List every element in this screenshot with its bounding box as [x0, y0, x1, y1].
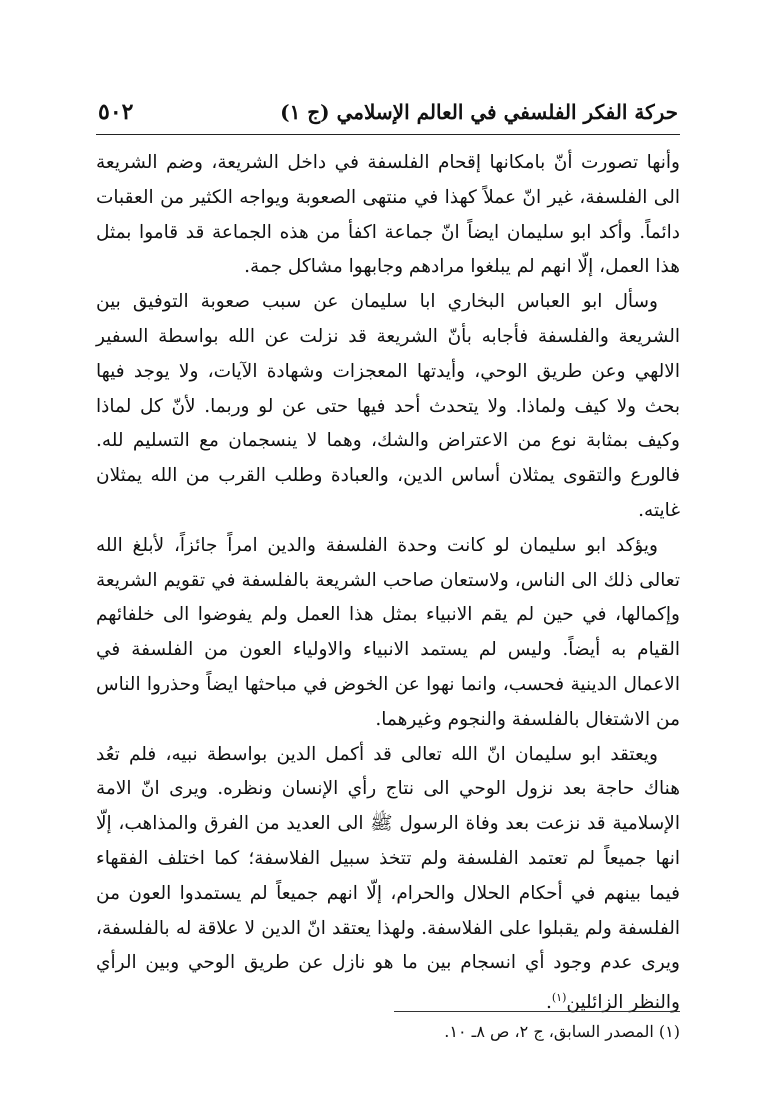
page-number: ٥٠٢	[98, 99, 134, 125]
footnote-reference[interactable]: (١)	[551, 991, 567, 1005]
footnote: (١) المصدر السابق، ج ٢، ص ٨ـ ١٠.	[444, 1022, 680, 1041]
paragraph-2: وسأل ابو العباس البخاري ابا سليمان عن سبب صعوبة التوفيق بين الشريعة والفلسفة فأجابه بأنّ الشريعة قد نزلت عن الله بواسطة السفير الالهي وعن طريق الوحي، وأيدتها المعجزات وشهادة الآيات، ولا يوجد فيها بحث ولا كيف ولماذا. ولا يتحدث أحد فيها حتى عن لو وربما. لأنّ كل لماذا وكيف بمثابة نوع من الاعتراض والشك، وهما لا ينسجمان مع التسليم لله. فالورع والتقوى يمثلان أساس الدين، والعبادة وطلب القرب من الله يمثلان غايته.	[96, 291, 680, 521]
header-rule	[96, 134, 680, 135]
footnote-separator	[394, 1011, 680, 1012]
paragraph-3: ويؤكد ابو سليمان لو كانت وحدة الفلسفة والدين امراً جائزاً، لأبلغ الله تعالى ذلك الى الناس، ولاستعان صاحب الشريعة بالفلسفة في تقويم الشريعة وإكمالها، في حين لم يقم الانبياء بمثل هذا العمل ولم يفوضوا الى خلفائهم القيام به أيضاً. وليس لم يستمد الانبياء والاولياء العون من الفلسفة في الاعمال الدينية فحسب، وانما نهوا عن الخوض في مباحثها ايضاً وحذروا الناس من الاشتغال بالفلسفة والنجوم وغيرهما.	[96, 534, 680, 730]
paragraph-4-text: ويعتقد ابو سليمان انّ الله تعالى قد أكمل الدين بواسطة نبيه، فلم تعُد هناك حاجة بعد نزول الوحي الى نتاج رأي الإنسان ونظره. ويرى انّ الامة الإسلامية قد نزعت بعد وفاة الرسول ﷺ الى العديد من الفرق والمذاهب، إلّا انها جميعاً لم تعتمد الفلسفة ولم تتخذ سبيل الفلاسفة؛ كما اختلف الفقهاء فيما بينهم في أحكام الحلال والحرام، إلّا انهم جميعاً لم يستمدوا العون من الفلسفة ولم يقبلوا على الفلاسفة. ولهذا يعتقد انّ الدين لا علاقة له بالفلسفة، ويرى عدم وجود أي انسجام بين ما هو نازل عن طريق الوحي وبين الرأي والنظر الزائلين	[96, 743, 680, 1014]
paragraph-1: وأنها تصورت أنّ بامكانها إقحام الفلسفة في داخل الشريعة، وضم الشريعة الى الفلسفة، غير انّ عملاً كهذا في منتهى الصعوبة ويواجه الكثير من العقبات دائماً. وأكد ابو سليمان ايضاً انّ جماعة اكفأ من هذه الجماعة قد قاموا بمثل هذا العمل، إلّا انهم لم يبلغوا مرادهم وجابهوا مشاكل جمة.	[96, 152, 680, 278]
body-text	[96, 146, 680, 1021]
page-header	[98, 92, 678, 132]
paragraph-4	[96, 738, 680, 1022]
closing-period: .	[545, 992, 552, 1014]
running-title: حركة الفكر الفلسفي في العالم الإسلامي (ج ١)	[280, 100, 678, 124]
